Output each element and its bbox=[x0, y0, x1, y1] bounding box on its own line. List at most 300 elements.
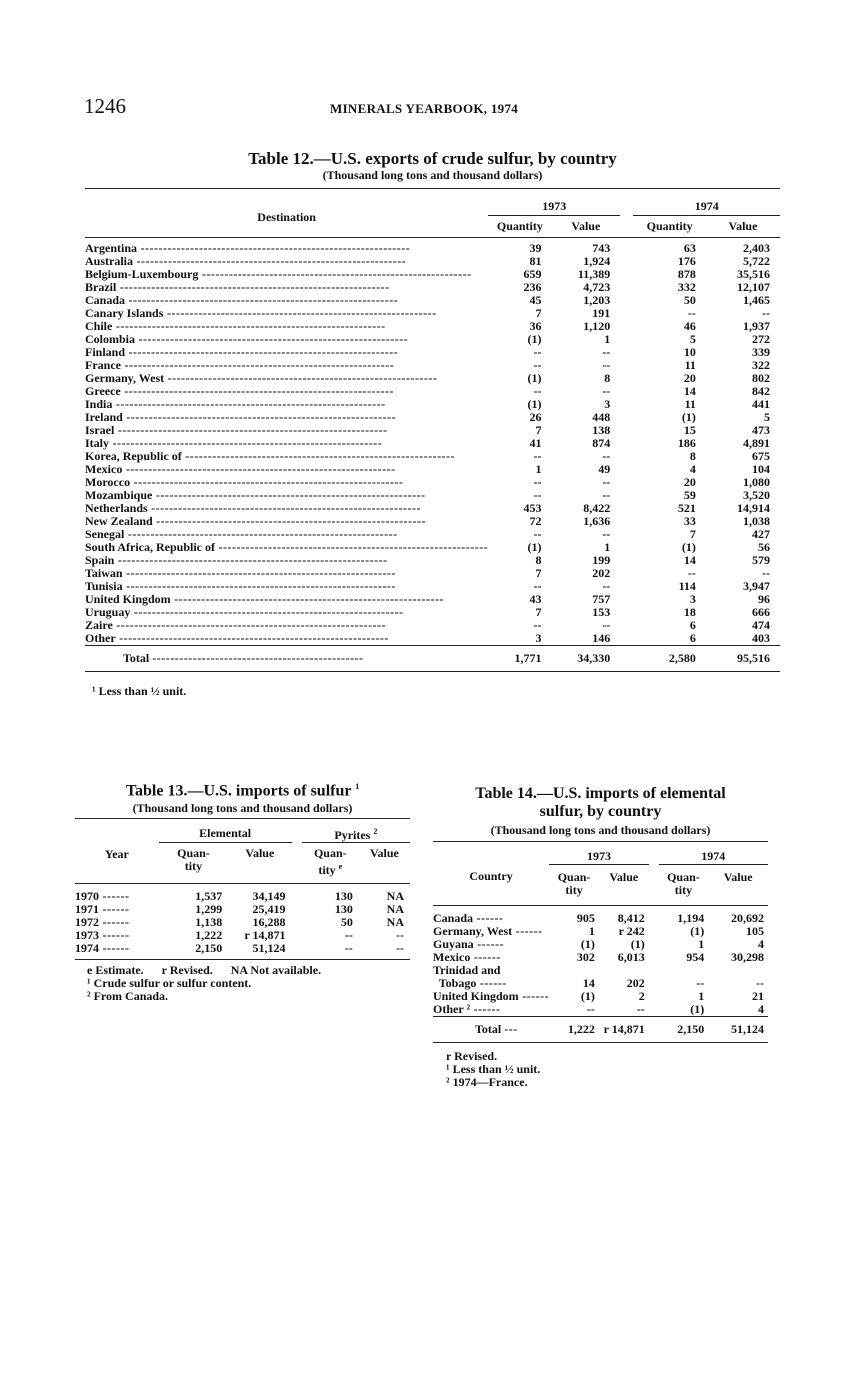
footnote: ² From Canada. bbox=[87, 989, 169, 1003]
cell-v73: 874 bbox=[592, 436, 611, 450]
cell-v73: 138 bbox=[592, 423, 611, 437]
cell-v74: 802 bbox=[752, 371, 770, 385]
country-cell: United Kingdom ------ bbox=[433, 989, 550, 1003]
col-value: Value bbox=[228, 843, 291, 884]
cell-q73: (1) bbox=[527, 332, 542, 346]
cell-q73: 905 bbox=[576, 911, 595, 925]
cell-v74: 579 bbox=[752, 553, 770, 567]
destination-cell: Uruguay ------------------------------------------------------------ bbox=[85, 606, 404, 619]
cell-q73: 453 bbox=[523, 501, 542, 515]
cell-q74: 14 bbox=[683, 384, 696, 398]
cell-q73: 72 bbox=[529, 514, 542, 528]
table-row bbox=[85, 359, 780, 372]
table12-body bbox=[85, 238, 780, 646]
cell-q73: 45 bbox=[529, 293, 542, 307]
cell-v73: 6,013 bbox=[617, 950, 645, 964]
table-row bbox=[85, 554, 780, 567]
cell-v74: 21 bbox=[752, 989, 764, 1003]
cell-q73: -- bbox=[533, 488, 542, 502]
destination-cell: Senegal ------------------------------------------------------------ bbox=[85, 528, 398, 541]
cell-q74: 332 bbox=[677, 280, 696, 294]
destination-name: Tunisia bbox=[85, 580, 123, 593]
col-quantity: Quan- tity bbox=[549, 865, 599, 906]
table14-body bbox=[433, 906, 768, 1017]
destination-name: United Kingdom bbox=[85, 593, 171, 606]
year-label: 1972 bbox=[75, 915, 99, 929]
table-row bbox=[85, 463, 780, 476]
cell-q73: -- bbox=[533, 618, 542, 632]
cell-ev: 51,124 bbox=[228, 942, 291, 960]
cell-v74: 56 bbox=[758, 540, 770, 554]
destination-cell: Ireland ------------------------------------------------------------ bbox=[85, 411, 397, 424]
col-value: Value bbox=[708, 865, 768, 906]
cell-eq: 1,537 bbox=[195, 889, 223, 903]
cell-eq: 1,222 bbox=[195, 928, 223, 942]
destination-name: Brazil bbox=[85, 281, 117, 294]
cell-v74: 272 bbox=[752, 332, 770, 346]
table-row bbox=[85, 489, 780, 502]
cell-v73: 8,412 bbox=[617, 911, 645, 925]
cell-v73: -- bbox=[602, 618, 611, 632]
cell-q73: -- bbox=[586, 1002, 595, 1016]
cell-v73: 191 bbox=[592, 306, 611, 320]
cell-eq: 1,138 bbox=[195, 915, 223, 929]
running-title: MINERALS YEARBOOK, 1974 bbox=[330, 101, 519, 116]
cell-v73: 4,723 bbox=[583, 280, 611, 294]
destination-name: Other bbox=[85, 632, 116, 645]
cell-v73: 743 bbox=[592, 241, 611, 255]
cell-v74: 675 bbox=[752, 449, 770, 463]
destination-cell: Korea, Republic of ------------------------------------------------------------ bbox=[85, 450, 456, 463]
table13 bbox=[75, 818, 410, 960]
table-row bbox=[85, 281, 780, 294]
cell-q73: 43 bbox=[529, 592, 542, 606]
group-pyrites: Pyrites $^2$ bbox=[302, 819, 410, 843]
cell-q74: 50 bbox=[683, 293, 696, 307]
destination-cell: Netherlands ------------------------------------------------------------ bbox=[85, 502, 421, 515]
cell-v74: 427 bbox=[752, 527, 770, 541]
table-row bbox=[85, 437, 780, 450]
cell-v74: 4 bbox=[758, 1002, 764, 1016]
footnote: ¹ Crude sulfur or sulfur content. bbox=[87, 976, 252, 990]
footnote: e Estimate. r Revised. NA Not available. bbox=[87, 963, 322, 977]
cell-q73: 3 bbox=[535, 631, 542, 645]
cell-q73: (1) bbox=[527, 397, 542, 411]
cell-v74: -- bbox=[762, 566, 770, 580]
cell-q74: 6 bbox=[689, 631, 696, 645]
cell-v74: 1,465 bbox=[743, 293, 770, 307]
country-name: Guyana bbox=[433, 937, 474, 951]
cell-v74: 1,038 bbox=[743, 514, 770, 528]
cell-v73: 1,924 bbox=[583, 254, 611, 268]
cell-q74: 18 bbox=[683, 605, 696, 619]
table13-footnotes bbox=[87, 964, 321, 1003]
col-destination: Destination bbox=[85, 189, 488, 238]
table14-total-row bbox=[433, 1017, 768, 1043]
cell-q74: 20 bbox=[683, 475, 696, 489]
destination-name: Argentina bbox=[85, 241, 137, 255]
cell-pv: -- bbox=[359, 942, 410, 960]
cell-q74: 7 bbox=[689, 527, 696, 541]
cell-v74: 5 bbox=[764, 410, 770, 424]
table-row bbox=[85, 619, 780, 632]
cell-v73: 199 bbox=[592, 553, 611, 567]
year-1973: 1973 bbox=[488, 189, 620, 216]
cell-q73: 26 bbox=[529, 410, 542, 424]
destination-cell: Italy ------------------------------------------------------------ bbox=[85, 437, 383, 450]
cell-q73: 1 bbox=[535, 462, 542, 476]
cell-v73: 11,389 bbox=[577, 267, 611, 281]
country-cell: Tobago ------ bbox=[433, 976, 507, 990]
country-name: United Kingdom bbox=[433, 989, 519, 1003]
cell-v73: 202 bbox=[592, 566, 611, 580]
destination-name: France bbox=[85, 359, 121, 372]
cell-v73: -- bbox=[602, 384, 611, 398]
destination-name: Colombia bbox=[85, 333, 136, 346]
cell-q73: 1 bbox=[588, 924, 595, 938]
cell-q74: (1) bbox=[681, 410, 696, 424]
cell-v73: 1 bbox=[604, 540, 611, 554]
table-row bbox=[85, 238, 780, 256]
cell-pq: 50 bbox=[340, 915, 353, 929]
cell-pq: -- bbox=[302, 942, 359, 960]
cell-v74: -- bbox=[756, 976, 764, 990]
total-v73: r 14,871 bbox=[599, 1017, 649, 1043]
cell-v74: 35,516 bbox=[737, 267, 770, 281]
table-row bbox=[85, 567, 780, 580]
cell-q74: 11 bbox=[684, 397, 696, 411]
destination-name: Chile bbox=[85, 320, 113, 333]
total-label: Total --- bbox=[433, 1017, 549, 1043]
destination-name: Korea, Republic of bbox=[85, 450, 182, 463]
country-name: Mexico bbox=[433, 950, 471, 964]
year-1973: 1973 bbox=[549, 842, 649, 865]
cell-q73: -- bbox=[533, 527, 542, 541]
destination-cell: Canary Islands ------------------------------------------------------------ bbox=[85, 307, 437, 320]
cell-v74: 30,298 bbox=[731, 950, 764, 964]
cell-v73: 8,422 bbox=[583, 501, 611, 515]
cell-v74: 474 bbox=[752, 618, 770, 632]
total-q74: 2,150 bbox=[659, 1017, 709, 1043]
total-v73: 34,330 bbox=[551, 646, 620, 672]
cell-v73: -- bbox=[602, 358, 611, 372]
table-row bbox=[85, 346, 780, 359]
cell-v73: (1) bbox=[630, 937, 645, 951]
cell-q73: -- bbox=[533, 579, 542, 593]
country-cell: Mexico ------ bbox=[433, 950, 501, 964]
table-row bbox=[85, 502, 780, 515]
cell-q74: 114 bbox=[678, 579, 696, 593]
total-q74: 2,580 bbox=[633, 646, 705, 672]
cell-v73: 757 bbox=[592, 592, 611, 606]
year-1974: 1974 bbox=[633, 189, 780, 216]
destination-name: Italy bbox=[85, 437, 109, 450]
cell-v74: 105 bbox=[746, 924, 764, 938]
table14-footnotes bbox=[446, 1050, 540, 1089]
destination-cell: Zaire ------------------------------------------------------------ bbox=[85, 619, 387, 632]
cell-q74: 1 bbox=[698, 937, 705, 951]
cell-v74: 4 bbox=[758, 937, 764, 951]
cell-v74: 666 bbox=[752, 605, 770, 619]
destination-name: Australia bbox=[85, 255, 133, 268]
destination-cell: Tunisia ------------------------------------------------------------ bbox=[85, 580, 396, 593]
page-number: 1246 bbox=[84, 94, 126, 118]
cell-q74: 8 bbox=[689, 449, 696, 463]
cell-v73: -- bbox=[602, 475, 611, 489]
cell-q73: 302 bbox=[576, 950, 595, 964]
cell-q73: 8 bbox=[535, 553, 542, 567]
cell-v73: 8 bbox=[604, 371, 611, 385]
table13-title: Table 13.—U.S. imports of sulfur $^1$ bbox=[125, 782, 360, 800]
destination-cell: Finland ------------------------------------------------------------ bbox=[85, 346, 399, 359]
cell-q74: 20 bbox=[683, 371, 696, 385]
table-row bbox=[85, 372, 780, 385]
cell-q73: 39 bbox=[529, 241, 542, 255]
destination-name: Zaire bbox=[85, 619, 113, 632]
cell-q73: 7 bbox=[535, 605, 542, 619]
cell-pq: 130 bbox=[334, 902, 353, 916]
table13-subtitle: (Thousand long tons and thousand dollars) bbox=[132, 801, 353, 815]
cell-ev: 34,149 bbox=[252, 889, 286, 903]
country-name: Canada bbox=[433, 911, 474, 925]
total-v74: 95,516 bbox=[706, 646, 780, 672]
cell-v74: 1,080 bbox=[743, 475, 770, 489]
cell-q74: 186 bbox=[677, 436, 696, 450]
cell-q74: 6 bbox=[689, 618, 696, 632]
cell-v73: -- bbox=[602, 345, 611, 359]
cell-q73: (1) bbox=[580, 937, 595, 951]
cell-q74: 878 bbox=[677, 267, 696, 281]
year-cell: 1974 ------ bbox=[75, 942, 159, 960]
destination-name: India bbox=[85, 398, 113, 411]
destination-name: Israel bbox=[85, 424, 115, 437]
destination-cell: Argentina ------------------------------------------------------------ bbox=[85, 241, 411, 255]
cell-v74: 20,692 bbox=[731, 911, 764, 925]
table-row bbox=[85, 476, 780, 489]
col-quantity: Quantity bbox=[633, 216, 705, 238]
col-country: Country bbox=[433, 842, 549, 906]
destination-name: Morocco bbox=[85, 476, 131, 489]
destination-name: New Zealand bbox=[85, 515, 153, 528]
cell-v74: 339 bbox=[752, 345, 770, 359]
cell-q73: -- bbox=[533, 358, 542, 372]
destination-cell: Belgium-Luxembourg ------------------------------------------------------------ bbox=[85, 268, 472, 281]
cell-v73: 2 bbox=[638, 989, 645, 1003]
col-value: Value bbox=[551, 216, 620, 238]
table-row bbox=[85, 424, 780, 437]
cell-v73: 1,203 bbox=[583, 293, 611, 307]
cell-q73: -- bbox=[533, 384, 542, 398]
destination-cell: Greece ------------------------------------------------------------ bbox=[85, 385, 395, 398]
cell-q74: 10 bbox=[683, 345, 696, 359]
cell-v74: 1,937 bbox=[743, 319, 770, 333]
cell-v73: -- bbox=[602, 449, 611, 463]
cell-q74: 14 bbox=[683, 553, 696, 567]
destination-name: Canada bbox=[85, 294, 126, 307]
cell-q73: 36 bbox=[529, 319, 542, 333]
cell-q73: 659 bbox=[523, 267, 542, 281]
table-row bbox=[85, 411, 780, 424]
cell-eq: 2,150 bbox=[159, 942, 228, 960]
destination-cell: New Zealand ------------------------------------------------------------ bbox=[85, 515, 426, 528]
cell-q74: 1 bbox=[698, 989, 705, 1003]
table-row bbox=[85, 528, 780, 541]
destination-cell: Taiwan ------------------------------------------------------------ bbox=[85, 567, 396, 580]
table-row bbox=[85, 385, 780, 398]
cell-pv: NA bbox=[386, 902, 404, 916]
cell-q74: (1) bbox=[690, 1002, 705, 1016]
destination-name: Senegal bbox=[85, 528, 125, 541]
destination-name: Finland bbox=[85, 346, 126, 359]
cell-v73: 448 bbox=[592, 410, 611, 424]
cell-v74: 403 bbox=[752, 631, 770, 645]
destination-name: Canary Islands bbox=[85, 307, 164, 320]
cell-q73: 81 bbox=[529, 254, 542, 268]
destination-name: Belgium-Luxembourg bbox=[85, 268, 199, 281]
table-row bbox=[85, 294, 780, 307]
destination-cell: Canada ------------------------------------------------------------ bbox=[85, 294, 399, 307]
destination-cell: Mexico ------------------------------------------------------------ bbox=[85, 463, 396, 476]
country-cell: Guyana ------ bbox=[433, 937, 505, 951]
cell-q73: 41 bbox=[529, 436, 542, 450]
cell-v74: 5,722 bbox=[743, 254, 770, 268]
year-cell: 1973 ------ bbox=[75, 928, 130, 942]
cell-q74: -- bbox=[687, 306, 696, 320]
cell-v74: 441 bbox=[752, 397, 770, 411]
total-label: Total ----------------------------------------------- bbox=[85, 646, 488, 672]
destination-cell: Germany, West ------------------------------------------------------------ bbox=[85, 372, 438, 385]
cell-v74: 322 bbox=[752, 358, 770, 372]
cell-q74: 5 bbox=[689, 332, 696, 346]
cell-q74: 63 bbox=[683, 241, 696, 255]
cell-q74: (1) bbox=[681, 540, 696, 554]
cell-pv: -- bbox=[396, 928, 404, 942]
cell-v74: 842 bbox=[752, 384, 770, 398]
table-row bbox=[433, 906, 768, 926]
total-q73: 1,222 bbox=[549, 1017, 599, 1043]
country-name: Other ² bbox=[433, 1002, 471, 1016]
cell-q74: 15 bbox=[683, 423, 696, 437]
destination-name: Germany, West bbox=[85, 372, 165, 385]
col-value: Value bbox=[599, 865, 649, 906]
col-quantity-estimate: Quan- tity $^e$ bbox=[302, 843, 359, 884]
cell-v73: 202 bbox=[626, 976, 645, 990]
cell-v73: 3 bbox=[604, 397, 611, 411]
destination-cell: Other ------------------------------------------------------------ bbox=[85, 632, 389, 645]
destination-cell: India ------------------------------------------------------------ bbox=[85, 398, 386, 411]
cell-ev: 25,419 bbox=[252, 902, 286, 916]
table-row bbox=[85, 515, 780, 528]
table-row bbox=[85, 632, 780, 646]
cell-v73: 1,120 bbox=[583, 319, 611, 333]
year-label: 1970 bbox=[75, 889, 99, 903]
country-cell: Other ² ------ bbox=[433, 1002, 501, 1016]
table-row bbox=[85, 307, 780, 320]
destination-cell: Australia ------------------------------------------------------------ bbox=[85, 255, 407, 268]
cell-v74: 14,914 bbox=[737, 501, 770, 515]
destination-name: Netherlands bbox=[85, 502, 148, 515]
destination-cell: Spain ------------------------------------------------------------ bbox=[85, 554, 388, 567]
table12-total-row bbox=[85, 646, 780, 672]
cell-v73: r 242 bbox=[618, 924, 645, 938]
cell-q74: -- bbox=[696, 976, 705, 990]
group-elemental: Elemental bbox=[159, 819, 292, 843]
table-row bbox=[85, 268, 780, 281]
col-quantity: Quan- tity bbox=[159, 843, 228, 884]
footnote: ¹ Less than ½ unit. bbox=[446, 1062, 541, 1076]
table-row bbox=[75, 884, 410, 904]
cell-pq: 130 bbox=[334, 889, 353, 903]
cell-ev: 16,288 bbox=[252, 915, 286, 929]
cell-q73: -- bbox=[533, 449, 542, 463]
table-row bbox=[75, 942, 410, 960]
table-row bbox=[85, 398, 780, 411]
cell-q74: 3 bbox=[689, 592, 696, 606]
cell-q73: (1) bbox=[580, 989, 595, 1003]
table13-body bbox=[75, 884, 410, 960]
destination-cell: France ------------------------------------------------------------ bbox=[85, 359, 395, 372]
destination-name: Mexico bbox=[85, 463, 123, 476]
cell-v73: -- bbox=[602, 527, 611, 541]
cell-q73: 14 bbox=[582, 976, 595, 990]
cell-q74: 1,194 bbox=[677, 911, 705, 925]
cell-v74: 96 bbox=[758, 592, 770, 606]
destination-cell: South Africa, Republic of ------------------------------------------------------------ bbox=[85, 541, 489, 554]
year-label: 1971 bbox=[75, 902, 99, 916]
year-label: 1973 bbox=[75, 928, 99, 942]
cell-v74: 4,891 bbox=[743, 436, 770, 450]
total-v74: 51,124 bbox=[708, 1017, 768, 1043]
cell-v73: -- bbox=[602, 488, 611, 502]
cell-v74: 473 bbox=[752, 423, 770, 437]
destination-cell: Israel ------------------------------------------------------------ bbox=[85, 424, 388, 437]
table-row bbox=[85, 255, 780, 268]
table-row bbox=[433, 1003, 768, 1017]
country-cell: Germany, West ------ bbox=[433, 924, 543, 938]
destination-name: Greece bbox=[85, 385, 121, 398]
cell-eq: 1,299 bbox=[195, 902, 223, 916]
col-year: Year bbox=[75, 819, 159, 884]
cell-q73: 7 bbox=[535, 306, 542, 320]
cell-q74: -- bbox=[687, 566, 696, 580]
table14-subtitle: (Thousand long tons and thousand dollars) bbox=[490, 823, 711, 837]
cell-q73: 7 bbox=[535, 423, 542, 437]
cell-pq: -- bbox=[344, 928, 353, 942]
cell-q73: -- bbox=[533, 345, 542, 359]
table-row bbox=[85, 333, 780, 346]
cell-q73: 7 bbox=[535, 566, 542, 580]
country-cell: Canada ------ bbox=[433, 911, 504, 925]
destination-name: South Africa, Republic of bbox=[85, 541, 216, 554]
table-row bbox=[85, 450, 780, 463]
table-row bbox=[85, 606, 780, 619]
year-cell: 1970 ------ bbox=[75, 889, 130, 903]
col-quantity: Quantity bbox=[488, 216, 551, 238]
cell-pv: NA bbox=[386, 915, 404, 929]
year-1974: 1974 bbox=[659, 842, 768, 865]
col-quantity: Quan- tity bbox=[659, 865, 709, 906]
year-label: 1974 bbox=[75, 941, 99, 955]
col-value: Value bbox=[359, 843, 410, 884]
cell-q73: (1) bbox=[527, 371, 542, 385]
cell-q73: 236 bbox=[523, 280, 542, 294]
destination-cell: Chile ------------------------------------------------------------ bbox=[85, 320, 386, 333]
cell-q74: 954 bbox=[686, 950, 705, 964]
cell-q74: 11 bbox=[684, 358, 696, 372]
year-cell: 1971 ------ bbox=[75, 902, 130, 916]
cell-v73: -- bbox=[602, 579, 611, 593]
cell-q74: 4 bbox=[689, 462, 696, 476]
